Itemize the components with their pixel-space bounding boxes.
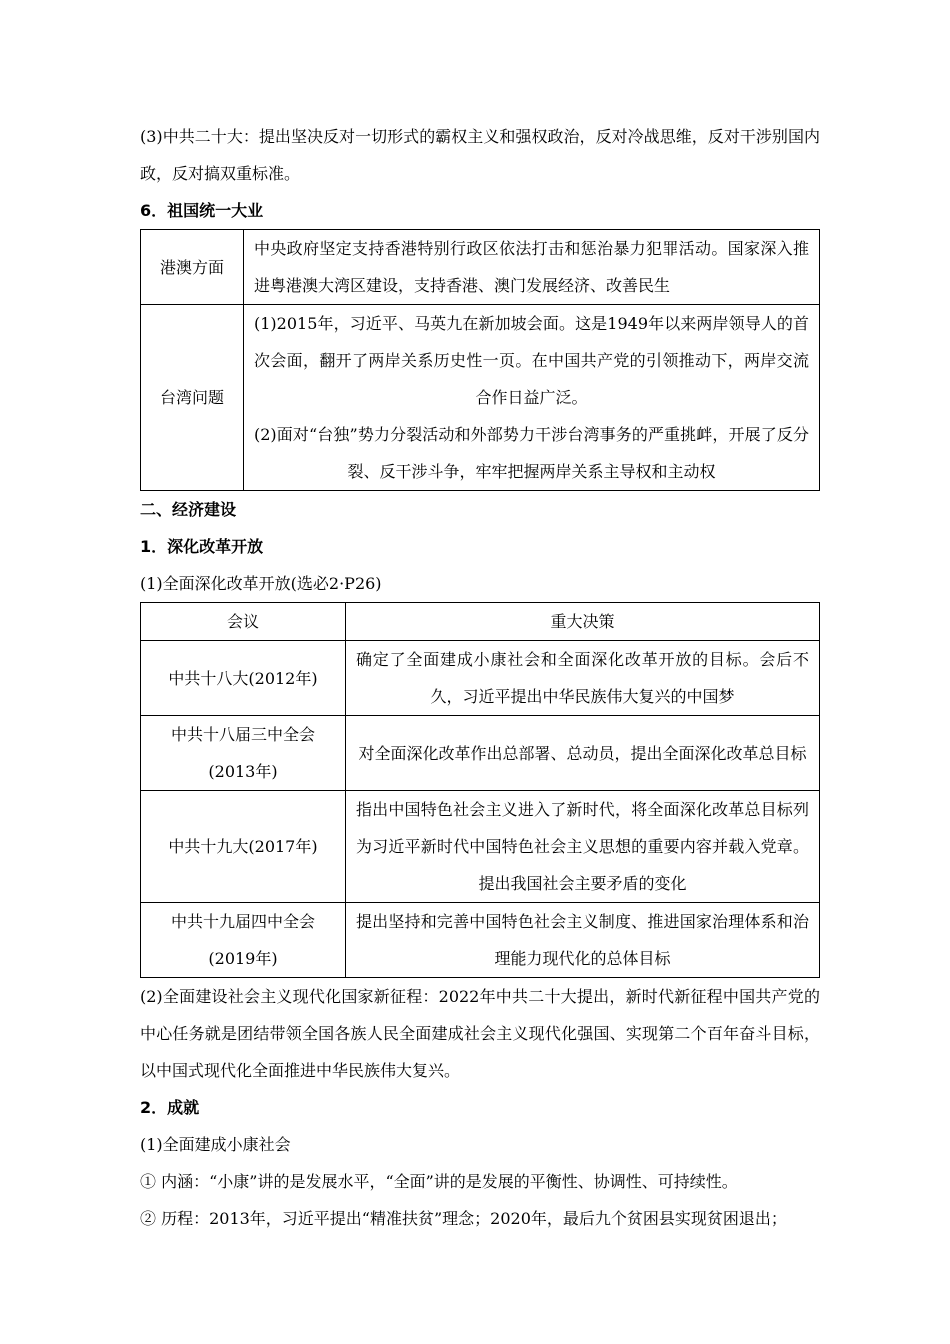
decision-cell: 指出中国特色社会主义进入了新时代，将全面深化改革总目标列为习近平新时代中国特色社会主义思想的重要内容并载入党章。提出我国社会主要矛盾的变化 (346, 791, 820, 903)
paragraph-history: ② 历程：2013年，习近平提出“精准扶贫”理念；2020年，最后九个贫困县实现贫困退出； (140, 1209, 787, 1228)
table-row (141, 716, 820, 791)
table-header-row (141, 603, 820, 641)
paragraph-xiaokang: (1)全面建成小康社会 (140, 1135, 291, 1154)
paragraph-reform-intro: (1)全面深化改革开放(选必2·P26) (140, 574, 382, 593)
row-content-hk-macao: 中央政府坚定支持香港特别行政区依法打击和惩治暴力犯罪活动。国家深入推进粤港澳大湾区建设，支持香港、澳门发展经济、改善民生 (244, 230, 820, 305)
decision-cell: 提出坚持和完善中国特色社会主义制度、推进国家治理体系和治理能力现代化的总体目标 (346, 903, 820, 978)
taiwan-point-2: (2)面对“台独”势力分裂活动和外部势力干涉台湾事务的严重挑衅，开展了反分裂、反干涉斗争，牢牢把握两岸关系主导权和主动权 (254, 425, 809, 481)
table-row (141, 305, 820, 491)
column-header-meeting: 会议 (141, 603, 346, 641)
table-row (141, 791, 820, 903)
section-heading-reunification: 6．祖国统一大业 (140, 201, 264, 220)
decision-cell: 对全面深化改革作出总部署、总动员，提出全面深化改革总目标 (346, 716, 820, 791)
row-label-taiwan: 台湾问题 (141, 305, 244, 491)
paragraph-new-journey: (2)全面建设社会主义现代化国家新征程：2022年中共二十大提出，新时代新征程中国共产党的中心任务就是团结带领全国各族人民全面建成社会主义现代化强国、实现第二个百年奋斗目标，以中国式现代化全面推进中华民族伟大复兴。 (140, 987, 820, 1080)
table-row (141, 641, 820, 716)
meeting-cell: 中共十九届四中全会(2019年) (141, 903, 346, 978)
paragraph-connotation: ① 内涵：“小康”讲的是发展水平，“全面”讲的是发展的平衡性、协调性、可持续性。 (140, 1172, 738, 1191)
row-label-hk-macao: 港澳方面 (141, 230, 244, 305)
meeting-cell: 中共十八大(2012年) (141, 641, 346, 716)
reunification-table (140, 229, 820, 491)
document-page (140, 118, 820, 1237)
paragraph-cpc20: (3)中共二十大：提出坚决反对一切形式的霸权主义和强权政治，反对冷战思维，反对干涉别国内政，反对搞双重标准。 (140, 127, 820, 183)
reform-meetings-table (140, 602, 820, 978)
taiwan-point-1: (1)2015年，习近平、马英九在新加坡会面。这是1949年以来两岸领导人的首次会面，翻开了两岸关系历史性一页。在中国共产党的引领推动下，两岸交流合作日益广泛。 (254, 314, 809, 407)
row-content-taiwan (244, 305, 820, 491)
subsection-heading-achievements: 2．成就 (140, 1098, 200, 1117)
decision-cell: 确定了全面建成小康社会和全面深化改革开放的目标。会后不久，习近平提出中华民族伟大复兴的中国梦 (346, 641, 820, 716)
subsection-heading-reform: 1．深化改革开放 (140, 537, 264, 556)
table-row (141, 230, 820, 305)
meeting-cell: 中共十八届三中全会(2013年) (141, 716, 346, 791)
table-row (141, 903, 820, 978)
column-header-decision: 重大决策 (346, 603, 820, 641)
section-heading-economy: 二、经济建设 (140, 500, 237, 519)
meeting-cell: 中共十九大(2017年) (141, 791, 346, 903)
